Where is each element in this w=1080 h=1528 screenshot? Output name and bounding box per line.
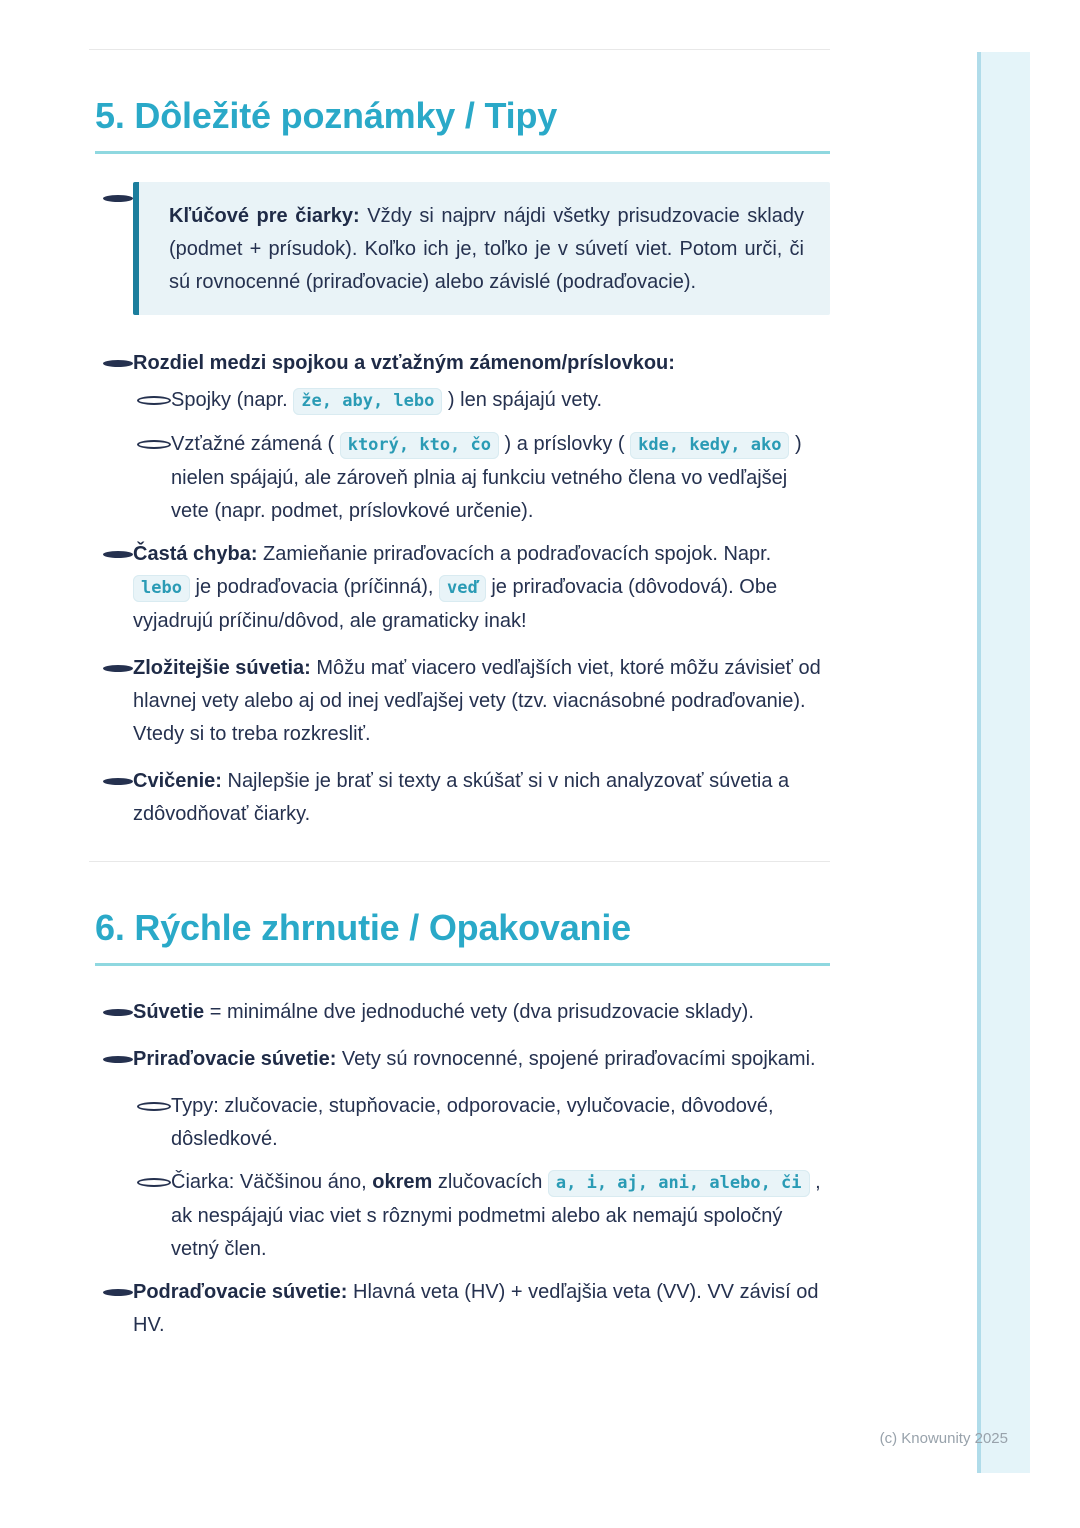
bullet-dot-icon: [103, 551, 133, 558]
bullet-dot-icon: [103, 778, 133, 785]
bullet-circle-icon: [137, 440, 171, 449]
bold-label: Rozdiel medzi spojkou a vzťažným zámenom/príslovkou:: [133, 352, 675, 375]
inline-code-chip: lebo: [133, 575, 190, 602]
list-item: [95, 996, 830, 1029]
bold-label: Častá chyba:: [133, 543, 258, 566]
bold-label: Podraďovacie súvetie:: [133, 1281, 348, 1304]
top-divider: [89, 49, 830, 50]
list-item: [95, 765, 830, 831]
bullet-dot-icon: [103, 360, 133, 367]
bold-label: Priraďovacie súvetie:: [133, 1048, 337, 1071]
section-6-heading: 6. Rýchle zhrnutie / Opakovanie: [95, 907, 631, 949]
item-text: Typy: zlučovacie, stupňovacie, odporovacie, vylučovacie, dôvodové, dôsledkové.: [171, 1095, 774, 1151]
section-5-heading-underline: [95, 151, 830, 154]
item-text: Cvičenie: Najlepšie je brať si texty a skúšať si v nich analyzovať súvetia a zdôvodňovať čiarky.: [133, 770, 790, 826]
item-text: Spojky (napr. že, aby, lebo ) len spájajú vety.: [171, 384, 830, 418]
bold-label: Kľúčové pre čiarky:: [169, 205, 360, 228]
list-item: [95, 347, 830, 380]
inline-code-chip: že, aby, lebo: [293, 388, 442, 415]
bullet-circle-icon: [137, 396, 171, 405]
bold-label: okrem: [372, 1171, 433, 1194]
list-item: [95, 1166, 830, 1266]
item-text: Vzťažné zámená ( ktorý, kto, čo ) a príslovky ( kde, kedy, ako ) nielen spájajú, ale zároveň plnia aj funkciu vetného člena vo vedľajšej vete (napr. podmet, príslovkové určenie).: [171, 433, 802, 523]
bold-label: Súvetie: [133, 1001, 205, 1024]
inline-code-chip: ktorý, kto, čo: [340, 432, 499, 459]
inline-code-chip: a, i, aj, ani, alebo, či: [548, 1170, 810, 1197]
list-item: [95, 652, 830, 751]
bullet-circle-icon: [137, 1178, 171, 1187]
bullet-dot-icon: [103, 1056, 133, 1063]
list-item: [95, 538, 830, 638]
list-item: [95, 1090, 830, 1156]
list-item: [95, 428, 830, 528]
bullet-dot-icon: [103, 195, 133, 202]
section-6-list: [95, 996, 830, 1342]
item-text: [133, 347, 830, 380]
side-accent-bar: [977, 52, 1030, 1473]
section-5-notes-tips: [95, 94, 830, 831]
section-5-heading: 5. Dôležité poznámky / Tipy: [95, 95, 558, 136]
section-5-list: [95, 182, 830, 831]
item-text: Súvetie = minimálne dve jednoduché vety (dva prisudzovacie sklady).: [133, 1001, 754, 1024]
item-text: Podraďovacie súvetie: Hlavná veta (HV) + vedľajšia veta (VV). VV závisí od HV.: [133, 1281, 819, 1337]
section-6-summary: [95, 906, 830, 1342]
bullet-circle-icon: [137, 1102, 171, 1111]
list-item: [95, 1043, 830, 1076]
copyright-notice: (c) Knowunity 2025: [879, 1430, 1008, 1447]
inline-code-chip: veď: [439, 575, 486, 602]
list-item: [95, 1276, 830, 1342]
item-text: Priraďovacie súvetie: Vety sú rovnocenné, spojené priraďovacími spojkami.: [133, 1048, 816, 1071]
list-item: [95, 384, 830, 418]
callout-box: Kľúčové pre čiarky: Vždy si najprv nájdi všetky prisudzovacie sklady (podmet + prísudok). Koľko ich je, toľko je v súvetí viet. Potom urči, či sú rovnocenné (priraďovacie) alebo závislé (podraďovacie).: [133, 182, 830, 315]
section-6-heading-underline: [95, 963, 830, 966]
callout-item: [95, 182, 830, 315]
section-divider: [89, 861, 830, 862]
bullet-dot-icon: [103, 1289, 133, 1296]
item-text: Zložitejšie súvetia: Môžu mať viacero vedľajších viet, ktoré môžu závisieť od hlavnej vety alebo aj od inej vedľajšej vety (tzv. viacnásobné podraďovanie). Vtedy si to treba rozkresliť.: [133, 657, 821, 746]
bullet-dot-icon: [103, 665, 133, 672]
bullet-dot-icon: [103, 1009, 133, 1016]
item-text: Častá chyba: Zamieňanie priraďovacích a podraďovacích spojok. Napr. lebo je podraďovacia (príčinná), veď je priraďovacia (dôvodová). Obe vyjadrujú príčinu/dôvod, ale gramaticky inak!: [133, 543, 778, 633]
inline-code-chip: kde, kedy, ako: [630, 432, 789, 459]
bold-label: Zložitejšie súvetia:: [133, 657, 311, 680]
item-text: Čiarka: Väčšinou áno, okrem zlučovacích a, i, aj, ani, alebo, či , ak nespájajú viac viet s rôznymi podmetmi alebo ak nemajú spoločný vetný člen.: [171, 1171, 821, 1261]
bold-label: Cvičenie:: [133, 770, 222, 793]
